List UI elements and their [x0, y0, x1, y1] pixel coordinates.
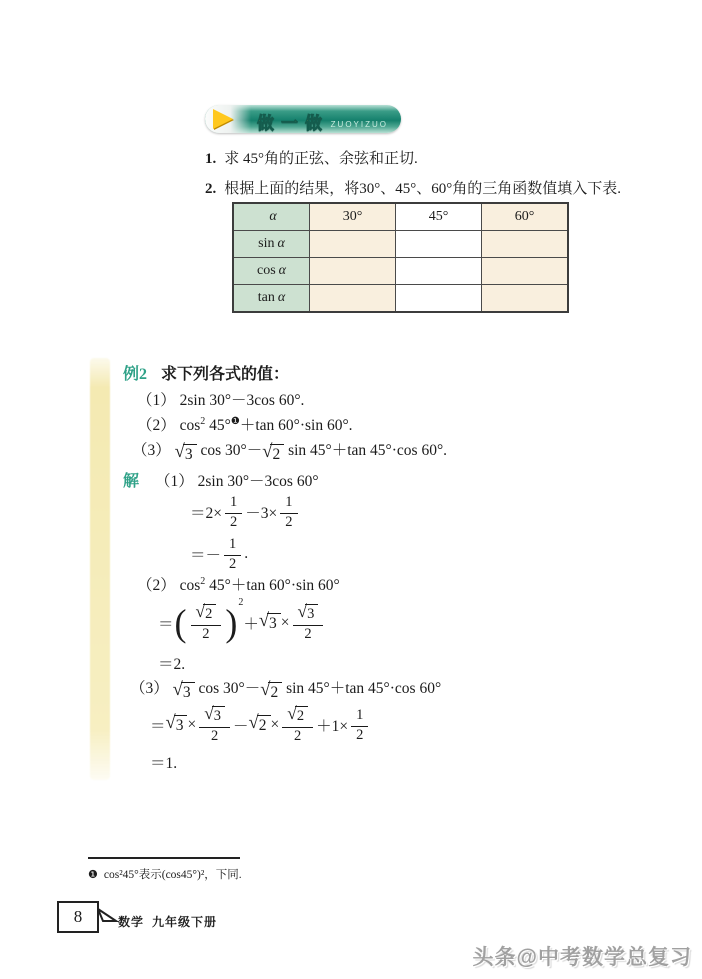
example-heading: [123, 361, 289, 384]
solution-step: ＝2× $\frac{1}{2}$ －3× $\frac{1}{2}$: [190, 492, 301, 532]
table-row-cos: [233, 258, 568, 285]
exercise-text: 根据上面的结果，将30°、45°、60°角的三角函数值填入下表.: [224, 181, 621, 197]
footnote-text: cos²45°表示(cos45°)²，下同.: [103, 869, 242, 881]
solution-step: ＝1.: [150, 755, 178, 772]
alpha-symbol: α: [278, 263, 287, 278]
solution-line-3: （3） √ 3 cos 30°－ √ 2 sin 45°＋tan 45°·cos 60°: [130, 679, 442, 701]
exercise-item-1: [205, 147, 418, 168]
alpha-symbol: α: [277, 290, 286, 305]
trig-values-table: [232, 202, 569, 313]
footnote: [88, 866, 242, 882]
exercise-item-2: [205, 177, 621, 198]
page-box-tail-icon: [97, 907, 119, 925]
solution-line-2: （2） $\cos^2 45^\circ+\tan$ 60°·sin 60°: [137, 575, 340, 594]
solution-expression: （1） 2sin 30°－3cos 60°: [155, 473, 319, 490]
fn-name: sin: [258, 236, 275, 251]
banner-cap: [205, 105, 251, 133]
table-header-60: 60°: [482, 203, 569, 231]
page-number-box: [57, 901, 99, 933]
highlight-bar: [90, 358, 110, 780]
table-row-sin: [233, 231, 568, 258]
solution-line-1: [123, 468, 319, 491]
watermark: 头条@中考数学总复习: [472, 946, 692, 969]
solution-step: ＝ ( √ 2 2 ) $^2$ ＋ √ 3 × √ 3 2: [158, 597, 326, 649]
footnote-rule: [88, 857, 240, 859]
table-cell-empty: [310, 258, 396, 285]
alpha-symbol: α: [277, 236, 285, 251]
table-header-45: 45°: [396, 203, 482, 231]
fn-name: tan: [257, 290, 275, 305]
solution-label: 解: [123, 473, 140, 490]
problem-3: （3） √ 3 cos 30°－ √ 2 sin 45°＋tan 45°·cos 60°.: [132, 441, 448, 463]
table-cell-empty: [482, 285, 569, 313]
row-label-tan: [233, 285, 310, 313]
table-cell-empty: [396, 258, 482, 285]
section-banner: [205, 105, 401, 133]
table-cell-empty: [310, 231, 396, 258]
solution-step: ＝ √ 3 × √ 3 2 － √ 2 × √ 2 2 ＋1× $\frac{1}{2}$: [150, 702, 371, 748]
banner-pinyin: ZUOYIZUO: [330, 120, 388, 129]
row-label-sin: [233, 231, 310, 258]
book-title: 数学 九年级下册: [118, 915, 218, 929]
table-header-30: 30°: [310, 203, 396, 231]
table-cell-empty: [396, 285, 482, 313]
exercise-number: 1.: [205, 151, 217, 167]
table-header-alpha: [233, 203, 310, 231]
banner-title: 做一做: [257, 114, 329, 133]
exercise-text: 求 45°角的正弦、余弦和正切.: [224, 151, 418, 167]
footnote-mark: ❶: [88, 869, 98, 881]
example-label: 例2: [123, 366, 148, 383]
page-number: 8: [73, 907, 83, 926]
play-arrow-icon: [213, 109, 233, 129]
row-label-cos: [233, 258, 310, 285]
table-cell-empty: [482, 258, 569, 285]
problem-1: （1） 2sin 30°－3cos 60°.: [137, 392, 305, 409]
solution-step: ＝2.: [158, 656, 186, 673]
solution-step: ＝－ $\frac{1}{2}$ .: [190, 535, 249, 572]
table-cell-empty: [482, 231, 569, 258]
alpha-symbol: α: [269, 209, 277, 224]
exercise-number: 2.: [205, 181, 217, 197]
table-row-tan: [233, 285, 568, 313]
problem-2: （2） $\cos^2 45^\circ^❶+\tan$ 60°·sin 60°.: [137, 415, 353, 434]
table-cell-empty: [396, 231, 482, 258]
example-title: 求下列各式的值：: [161, 366, 290, 383]
fn-name: cos: [256, 263, 276, 278]
table-header-row: [233, 203, 568, 231]
table-cell-empty: [310, 285, 396, 313]
